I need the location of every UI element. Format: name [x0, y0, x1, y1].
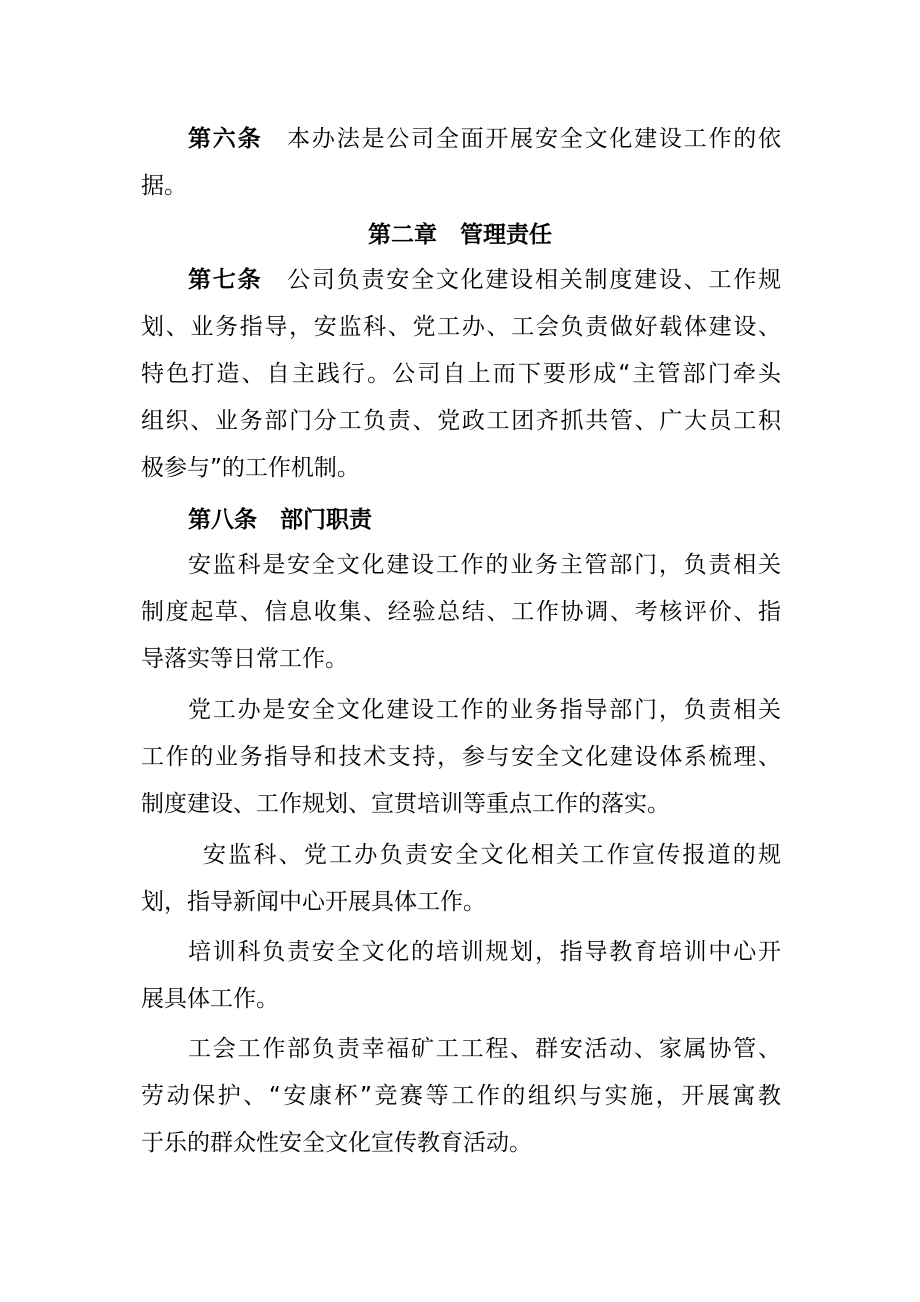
para-safety-line-1: 安监科是安全文化建设工作的业务主管部门，负责相关: [188, 552, 781, 578]
para-safety-line-2: 制度起草、信息收集、经验总结、工作协调、考核评价、指: [141, 599, 781, 625]
para-publicity-line-2: 划，指导新闻中心开展具体工作。: [141, 889, 486, 915]
para-safety-line-3: 导落实等日常工作。: [141, 646, 348, 672]
article-6-line-2: 据。: [141, 173, 187, 199]
para-party-line-3: 制度建设、工作规划、宣贯培训等重点工作的落实。: [141, 791, 670, 817]
para-publicity-line-1: 安监科、党工办负责安全文化相关工作宣传报道的规: [203, 842, 781, 868]
para-party-line-2: 工作的业务指导和技术支持，参与安全文化建设体系梳理、: [141, 744, 781, 770]
article-7-line-2: 划、业务指导，安监科、党工办、工会负责做好载体建设、: [141, 314, 781, 340]
article-7-label: 第七条: [188, 267, 263, 293]
para-training-line-2: 展具体工作。: [141, 986, 279, 1012]
article-6-line-1: [188, 124, 781, 154]
para-union-line-1: 工会工作部负责幸福矿工工程、群安活动、家属协管、: [188, 1036, 781, 1062]
article-7-line-4: 组织、业务部门分工负责、党政工团齐抓共管、广大员工积: [141, 408, 781, 434]
para-party-line-1: 党工办是安全文化建设工作的业务指导部门，负责相关: [188, 697, 781, 723]
article-7-text: 公司负责安全文化建设相关制度建设、工作规: [285, 267, 782, 293]
article-7-line-5: 极参与”的工作机制。: [141, 455, 360, 481]
chapter-heading: 第二章 管理责任: [368, 222, 552, 248]
para-training-line-1: 培训科负责安全文化的培训规划，指导教育培训中心开: [188, 939, 781, 965]
article-8-heading: [188, 505, 781, 535]
article-7-line-3: 特色打造、自主践行。公司自上而下要形成“主管部门牵头: [141, 361, 781, 387]
article-6-label: 第六条: [188, 126, 263, 152]
article-8-label: 第八条: [188, 507, 257, 533]
article-6-text: 本办法是公司全面开展安全文化建设工作的依: [285, 126, 782, 152]
para-union-line-2: 劳动保护、“安康杯”竞赛等工作的组织与实施，开展寓教: [141, 1083, 781, 1109]
para-union-line-3: 于乐的群众性安全文化宣传教育活动。: [141, 1130, 532, 1156]
article-8-title: 部门职责: [280, 507, 372, 533]
article-7-line-1: [188, 265, 781, 295]
